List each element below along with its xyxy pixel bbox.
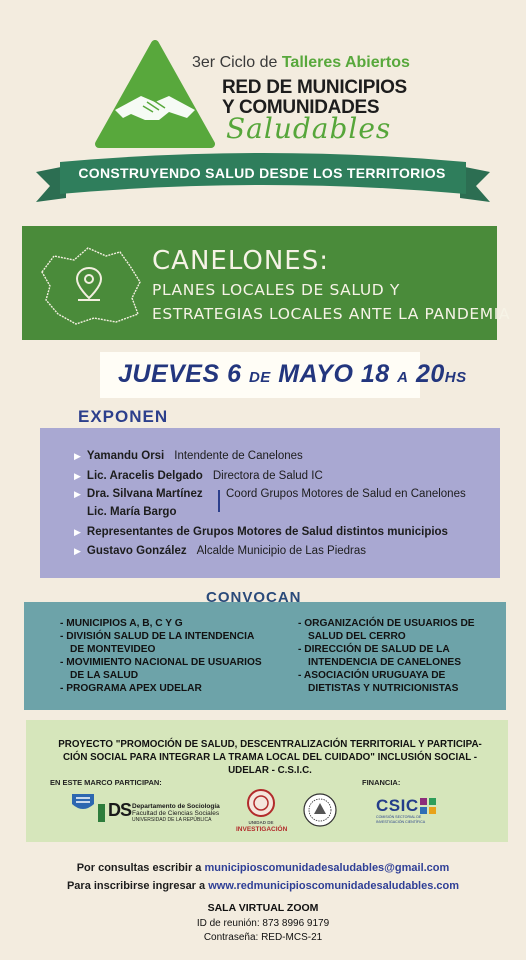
speaker-item bbox=[74, 470, 323, 482]
convocan-item: - DIRECCIÓN DE SALUD DE LA bbox=[298, 644, 450, 655]
speaker-name: Lic. María Bargo bbox=[87, 506, 177, 518]
convocan-item: - ORGANIZACIÓN DE USUARIOS DE bbox=[298, 618, 475, 629]
convocan-item: - PROGRAMA APEX UDELAR bbox=[60, 683, 202, 694]
canelones-line-2: ESTRATEGIAS LOCALES ANTE LA PANDEMIA bbox=[152, 305, 511, 323]
red-line-1: RED DE MUNICIPIOS bbox=[222, 77, 407, 98]
sociologia-sub2: UNIVERSIDAD DE LA REPÚBLICA bbox=[132, 817, 212, 823]
speaker-role: Directora de Salud IC bbox=[212, 470, 323, 482]
inscribirse-line bbox=[0, 880, 526, 892]
inscribirse-label: Para inscribirse ingresar a bbox=[66, 880, 209, 892]
speaker-name: Lic. Aracelis Delgado bbox=[86, 470, 203, 482]
sociologia-name: Departamento de Sociología bbox=[132, 803, 220, 810]
convocan-left-list bbox=[60, 617, 262, 695]
date-jueves: JUEVES 6 bbox=[118, 360, 242, 388]
zoom-id: ID de reunión: 873 8996 9179 bbox=[196, 918, 330, 929]
date-hora2: 20 bbox=[415, 360, 445, 388]
speaker-role: Coord Grupos Motores de Salud en Canelones bbox=[226, 488, 466, 500]
event-date bbox=[118, 360, 467, 389]
speaker-item bbox=[74, 545, 366, 557]
date-de: DE bbox=[248, 369, 271, 386]
speaker-role: Alcalde Municipio de Las Piedras bbox=[196, 545, 367, 557]
convocan-item: DE LA SALUD bbox=[70, 670, 139, 681]
saludables-script: Saludables bbox=[226, 112, 392, 145]
speaker-role: Intendente de Canelones bbox=[174, 450, 303, 462]
ribbon-text: CONSTRUYENDO SALUD DESDE LOS TERRITORIOS bbox=[78, 165, 446, 181]
speaker-separator bbox=[218, 490, 220, 512]
investigacion-line-2: INVESTIGACIÓN bbox=[236, 826, 288, 833]
exponen-title: EXPONEN bbox=[78, 407, 169, 426]
convocan-item: DE MONTEVIDEO bbox=[70, 644, 156, 655]
ciclo-prefix: 3er Ciclo de bbox=[192, 54, 278, 71]
csic-logo: CSIC bbox=[376, 796, 419, 815]
speaker-item bbox=[87, 506, 176, 518]
ciclo-highlight: Talleres Abiertos bbox=[281, 54, 410, 71]
convocan-item: DIETISTAS Y NUTRICIONISTAS bbox=[308, 683, 459, 694]
investigacion-logo-text bbox=[236, 819, 286, 833]
speaker-item bbox=[74, 488, 203, 500]
proyecto-line-2: CIÓN SOCIAL PARA INTEGRAR LA TRAMA LOCAL DEL CUIDADO" INCLUSIÓN SOCIAL - bbox=[62, 752, 478, 763]
convocan-item: - MUNICIPIOS A, B, C Y G bbox=[60, 618, 183, 629]
bullet-arrow-icon: ▶ bbox=[74, 451, 81, 461]
csic-logo-squares bbox=[420, 798, 436, 814]
date-hora1: 18 bbox=[360, 360, 390, 388]
bullet-arrow-icon: ▶ bbox=[74, 546, 81, 556]
speaker-name: Gustavo González bbox=[86, 545, 187, 557]
convocan-item: SALUD DEL CERRO bbox=[308, 631, 406, 642]
canelones-line-1: PLANES LOCALES DE SALUD Y bbox=[152, 281, 400, 299]
canelones-title: CANELONES: bbox=[152, 246, 329, 276]
speaker-item bbox=[74, 450, 303, 462]
contact-email-link[interactable]: municipioscomunidadesaludables@gmail.com bbox=[204, 862, 450, 874]
fcs-logo-mark bbox=[98, 804, 105, 822]
convocan-item: - DIVISIÓN SALUD DE LA INTENDENCIA bbox=[60, 631, 255, 642]
date-mayo: MAYO bbox=[278, 360, 354, 388]
convocan-item: - ASOCIACIÓN URUGUAYA DE bbox=[298, 670, 446, 681]
investigacion-seal-icon bbox=[246, 788, 276, 818]
ds-logo: DS bbox=[108, 800, 132, 820]
participan-label: EN ESTE MARCO PARTICIPAN: bbox=[50, 778, 162, 787]
date-a: A bbox=[397, 369, 409, 386]
sociologia-sub: Facultad de Ciencias Sociales bbox=[132, 810, 220, 817]
canelones-subtitle bbox=[152, 278, 510, 326]
financia-label: FINANCIA: bbox=[362, 778, 401, 787]
investigacion-line-1: UNIDAD DE bbox=[248, 820, 274, 825]
university-seal-icon bbox=[302, 792, 338, 828]
website-link[interactable]: www.redmunicipioscomunidadesaludables.com bbox=[208, 880, 460, 892]
convocan-item: INTENDENCIA DE CANELONES bbox=[308, 657, 462, 668]
date-hs: HS bbox=[444, 369, 467, 386]
speaker-name: Representantes de Grupos Motores de Salud distintos municipios bbox=[86, 526, 448, 538]
bullet-arrow-icon: ▶ bbox=[74, 527, 81, 537]
speaker-item bbox=[74, 526, 448, 538]
bullet-arrow-icon: ▶ bbox=[74, 489, 81, 499]
proyecto-line-1: PROYECTO "PROMOCIÓN DE SALUD, DESCENTRALIZACIÓN TERRITORIAL Y PARTICIPA- bbox=[58, 739, 482, 750]
convocan-right-list bbox=[298, 617, 475, 695]
consultas-label: Por consultas escribir a bbox=[76, 862, 205, 874]
sociologia-logo-text bbox=[132, 803, 220, 824]
convocan-title: CONVOCAN bbox=[206, 589, 302, 606]
udelar-logo bbox=[70, 790, 96, 816]
location-pin-icon bbox=[77, 268, 101, 300]
consultas-line bbox=[0, 862, 526, 874]
speaker-name: Dra. Silvana Martínez bbox=[86, 488, 203, 500]
canelones-map bbox=[36, 242, 146, 326]
speaker-name: Yamandu Orsi bbox=[86, 450, 165, 462]
proyecto-line-3: UDELAR - C.S.I.C. bbox=[228, 765, 312, 776]
zoom-heading: SALA VIRTUAL ZOOM bbox=[207, 902, 319, 914]
proyecto-text bbox=[40, 738, 500, 777]
bullet-arrow-icon: ▶ bbox=[74, 471, 81, 481]
zoom-password: Contraseña: RED-MCS-21 bbox=[203, 932, 323, 943]
csic-logo-sub: COMISIÓN SECTORIAL DE INVESTIGACIÓN CIENTÍFICA bbox=[376, 815, 426, 824]
convocan-item: - MOVIMIENTO NACIONAL DE USUARIOS bbox=[60, 657, 262, 668]
ciclo-heading bbox=[192, 54, 410, 72]
red-line-2: Y COMUNIDADES bbox=[222, 97, 380, 118]
